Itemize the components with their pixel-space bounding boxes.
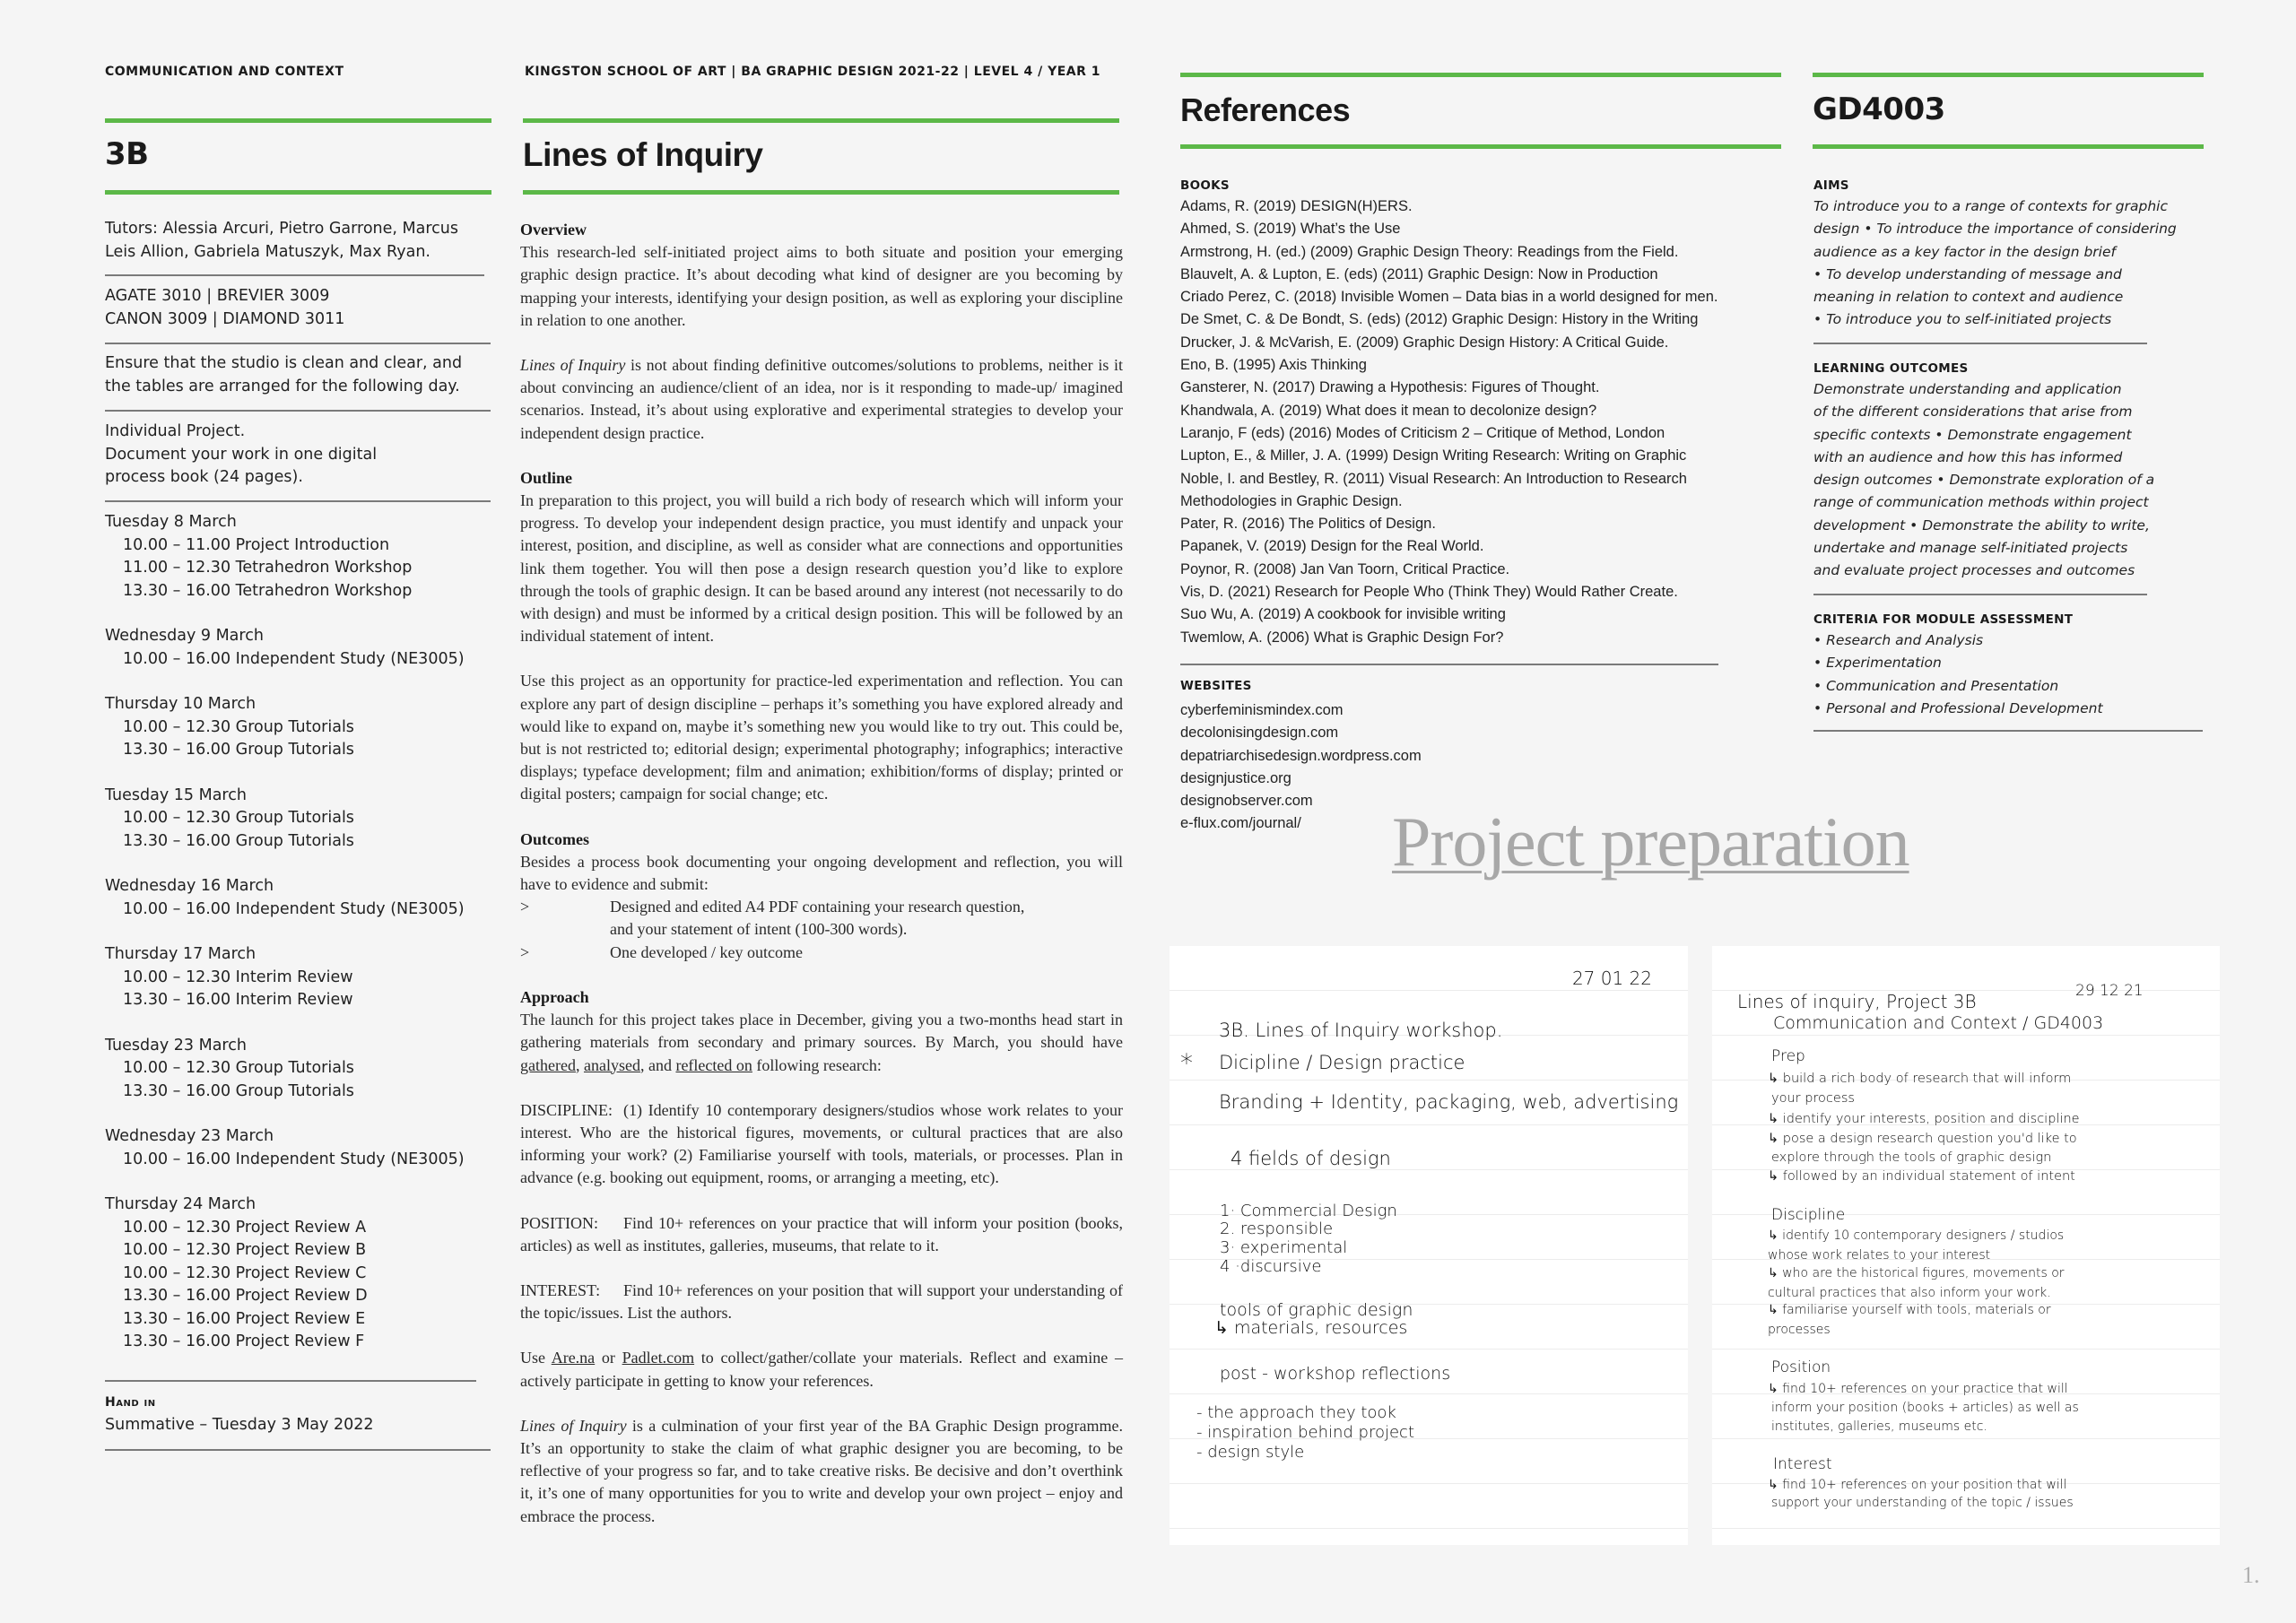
schedule-day [105,693,500,762]
outcome-line: and evaluate project processes and outcomes [1813,562,2135,579]
book-reference: Methodologies in Graphic Design. [1180,492,1403,509]
outcome-item [520,942,1123,964]
schedule-day [105,785,500,854]
book-reference: Lupton, E., & Miller, J. A. (1999) Design Writing Research: Writing on Graphic [1180,447,1687,464]
separator: or [595,1349,622,1367]
time-slot: 10.00 – 11.00 Project Introduction [123,535,390,554]
outline-paragraph: In preparation to this project, you will build a rich body of research which will inform your progress. To develop your independent design practice, you must identify and unpack your interest, position, and discipline, as well as consider what are connections and opportunities link them together. You will then pose a design research question you’d like to explore through the tools of graphic design. It can be based around any interest (not necessarily to do with design) and must be informed by a critical design position. This will be followed by an individual statement of intent. [520,491,1123,646]
green-rule [1813,144,2204,149]
hand-in-label: Hand in [105,1395,156,1410]
handwritten-line: ↳ pose a design research question you'd like to [1768,1132,2077,1146]
time-slot: 13.30 – 16.00 Tetrahedron Workshop [123,581,413,600]
handwritten-line: institutes, galleries, museums etc. [1771,1419,1987,1434]
aim-line: meaning in relation to context and audience [1813,289,2124,306]
time-slot: 10.00 – 12.30 Project Review C [123,1263,367,1282]
divider [105,500,491,502]
project-name-italic: Lines of Inquiry [520,1416,627,1435]
day-label: Tuesday 8 March [105,513,237,531]
aim-line: design • To introduce the importance of considering [1813,221,2177,238]
groups-block [105,285,491,331]
book-reference: Noble, I. and Bestley, R. (2011) Visual Research: An Introduction to Research [1180,470,1687,487]
position-label: POSITION: [520,1213,599,1232]
outcome-marker: > [520,942,530,961]
handwritten-line: - the approach they took [1196,1403,1396,1422]
book-reference: Adams, R. (2019) DESIGN(H)ERS. [1180,198,1413,214]
aims-list [1813,195,2217,332]
criterion-item: • Communication and Presentation [1813,677,2059,694]
book-reference: Papanek, V. (2019) Design for the Real World. [1180,538,1484,555]
handwritten-line: Position [1771,1358,1831,1376]
handwritten-line: ↳ familiarise yourself with tools, materials or [1768,1303,2051,1317]
module-code: GD4003 [1813,91,1945,127]
divider [1813,343,2147,344]
book-reference: Twemlow, A. (2006) What is Graphic Design For? [1180,629,1504,646]
aims-heading: AIMS [1813,178,1849,193]
section-title-3b: 3B [105,136,149,172]
time-slot: 10.00 – 12.30 Project Review A [123,1218,367,1237]
day-label: Thursday 24 March [105,1195,257,1213]
handwritten-line: processes [1768,1323,1831,1337]
discipline-paragraph [520,1099,1123,1190]
handwritten-line: 2. responsible [1220,1219,1334,1238]
divider [105,274,484,276]
schedule-day [105,625,500,671]
time-slot: 13.30 – 16.00 Group Tutorials [123,741,354,759]
handwritten-line: ↳ followed by an individual statement of intent [1768,1169,2075,1184]
website-link[interactable]: e-flux.com/journal/ [1180,815,1301,832]
outcome-line: of the different considerations that arise from [1813,404,2133,421]
discipline-text: (1) Identify 10 contemporary designers/studios whose work relates to your interest. Who are the historical figures, movements, or cultural practices that are also informing your work? (2) Familiarise yourself with tools, materials, or processes. Plan in advance (e.g. booking out equipment, rooms, or arranging a meeting, etc). [520,1100,1123,1187]
outcome-line: undertake and manage self-initiated projects [1813,540,2128,557]
analysed-underline: analysed [583,1055,640,1074]
handwritten-line: ↳ build a rich body of research that will inform [1768,1072,2072,1086]
schedule-day [105,875,500,921]
overview-text: is not about finding definitive outcomes/solutions to problems, neither is it about convincing an audience/client of an idea, nor is it responding to made-up/ imagined scenarios. Instead, it’s about using explorative and experimental strategies to develop your independent design practice. [520,356,1123,442]
green-rule [105,190,491,195]
time-slot: 11.00 – 12.30 Tetrahedron Workshop [123,559,413,577]
divider [105,1380,476,1382]
outcome-line: with an audience and how this has informed [1813,448,2123,465]
website-link[interactable]: depatriarchisedesign.wordpress.com [1180,747,1422,764]
learning-outcomes-heading: LEARNING OUTCOMES [1813,361,1969,376]
time-slot: 10.00 – 16.00 Independent Study (NE3005) [123,649,465,668]
module-header: COMMUNICATION AND CONTEXT [105,65,344,79]
outcome-line: design outcomes • Demonstrate exploration of a [1813,472,2155,489]
handwritten-line: 1· Commercial Design [1220,1202,1397,1220]
handwritten-line: Prep [1771,1047,1805,1065]
closing-paragraph [520,1415,1123,1528]
outcome-text: One developed / key outcome [610,942,803,961]
handwritten-line: explore through the tools of graphic design [1771,1150,2052,1165]
green-rule [523,118,1119,123]
brief-title: Lines of Inquiry [523,136,763,173]
handwritten-line: Interest [1773,1455,1832,1473]
handwritten-line: - design style [1196,1443,1305,1462]
schedule-day [105,943,500,1012]
handwritten-line: Branding + Identity, packaging, web, advertising [1219,1091,1679,1113]
book-reference: Ahmed, S. (2019) What’s the Use [1180,221,1401,238]
handwritten-line: support your understanding of the topic / issues [1771,1496,2074,1510]
overview-paragraph-2 [520,354,1123,445]
day-label: Wednesday 16 March [105,877,274,895]
handwritten-line: Discipline [1771,1206,1846,1224]
separator: , and [639,1055,676,1074]
project-line: process book (24 pages). [105,468,303,486]
handwritten-line: tools of graphic design [1220,1300,1413,1320]
project-preparation-heading: Project preparation [1392,803,1909,881]
divider [105,343,491,344]
time-slot: 13.30 – 16.00 Project Review D [123,1287,368,1305]
day-label: Thursday 17 March [105,945,257,963]
star-icon: * [1180,1048,1193,1078]
book-reference: Blauvelt, A. & Lupton, E. (eds) (2011) Graphic Design: Now in Production [1180,265,1658,282]
divider [1813,730,2203,732]
day-label: Tuesday 15 March [105,785,247,804]
handwritten-line: 3· experimental [1220,1238,1348,1257]
brief-body [520,219,1123,1550]
studio-note: Ensure that the studio is clean and clear, and the tables are arranged for the following day. [105,354,463,395]
criterion-item: • Personal and Professional Development [1813,699,2103,716]
divider [1180,664,1718,665]
time-slot: 10.00 – 12.30 Group Tutorials [123,717,354,736]
schedule-day [105,1193,500,1354]
interest-label: INTEREST: [520,1280,601,1299]
outcome-line: Demonstrate understanding and application [1813,381,2122,397]
website-link[interactable]: designobserver.com [1180,793,1313,810]
handwritten-line: Dicipline / Design practice [1219,1052,1465,1073]
handwritten-line: 4 ·discursive [1220,1257,1322,1276]
page-number: 1. [2242,1562,2260,1588]
handwritten-line: inform your position (books + articles) as well as [1771,1401,2079,1415]
green-rule [1813,73,2204,77]
handwritten-line: ↳ identify 10 contemporary designers / studios [1768,1228,2065,1243]
outcomes-heading: Outcomes [520,829,589,848]
book-reference: Poynor, R. (2008) Jan Van Toorn, Critical Practice. [1180,560,1510,577]
criterion-item: • Experimentation [1813,655,1942,672]
day-label: Thursday 10 March [105,695,257,713]
website-link[interactable]: decolonisingdesign.com [1180,725,1339,742]
time-slot: 10.00 – 16.00 Independent Study (NE3005) [123,899,465,918]
time-slot: 10.00 – 12.30 Group Tutorials [123,1059,354,1077]
green-rule [1180,73,1781,77]
day-label: Wednesday 9 March [105,627,264,645]
divider [105,1449,491,1451]
book-reference: Pater, R. (2016) The Politics of Design. [1180,516,1436,533]
aim-line: • To introduce you to self-initiated projects [1813,311,2112,328]
book-reference: Drucker, J. & McVarish, E. (2009) Graphic Design History: A Critical Guide. [1180,334,1669,351]
book-reference: Armstrong, H. (ed.) (2009) Graphic Design Theory: Readings from the Field. [1180,243,1679,260]
outcome-line: development • Demonstrate the ability to write, [1813,516,2150,534]
book-reference: Vis, D. (2021) Research for People Who (Think They) Would Rather Create. [1180,584,1678,601]
handwritten-note-prep [1712,946,2220,1545]
approach-heading: Approach [520,987,589,1006]
handwritten-note-workshop [1170,946,1688,1545]
handwritten-line: whose work relates to your interest [1768,1248,1991,1263]
criteria-heading: CRITERIA FOR MODULE ASSESSMENT [1813,612,2074,627]
time-slot: 10.00 – 12.30 Interim Review [123,968,353,986]
outcome-line: specific contexts • Demonstrate engagement [1813,426,2132,443]
position-text: Find 10+ references on your practice that will inform your position (books, articles) as well as institutes, galleries, museums, that relate to it. [520,1213,1123,1254]
books-heading: BOOKS [1180,178,1230,193]
divider [1813,594,2147,595]
time-slot: 13.30 – 16.00 Project Review F [123,1332,365,1350]
tools-text: to collect/gather/collate your materials. Reflect and examine – actively participate in getting to know your references. [520,1349,1124,1390]
outcome-line: Designed and edited A4 PDF containing your research question, [610,898,1025,916]
time-slot: 13.30 – 16.00 Group Tutorials [123,1081,354,1100]
schedule-day [105,1125,500,1171]
day-label: Wednesday 23 March [105,1127,274,1145]
handwritten-line: your process [1771,1091,1855,1106]
handwritten-line: ↳ find 10+ references on your position that will [1768,1478,2067,1492]
handwritten-line: 3B. Lines of Inquiry workshop. [1219,1020,1503,1041]
schedule [105,511,500,1354]
overview-paragraph: This research-led self-initiated project aims to both situate and position your emerging graphic design practice. It’s about decoding what kind of designer are you becoming by mapping your interests, identifying your design position, as well as exploring your discipline in relation to one another. [520,243,1123,329]
time-slot: 10.00 – 16.00 Independent Study (NE3005) [123,1150,465,1168]
padlet-link[interactable]: Padlet.com [622,1349,695,1367]
outcome-item [520,896,1123,941]
time-slot: 10.00 – 12.30 Project Review B [123,1241,367,1259]
gathered-underline: gathered [520,1055,576,1074]
tutors-text: Tutors: Alessia Arcuri, Pietro Garrone, Marcus Leis Allion, Gabriela Matuszyk, Max Ryan. [105,220,458,261]
outcome-marker: > [520,898,530,916]
outcomes-intro: Besides a process book documenting your ongoing development and reflection, you will have to evidence and submit: [520,852,1123,894]
book-reference: Eno, B. (1995) Axis Thinking [1180,357,1367,374]
handwritten-line: 4 fields of design [1231,1148,1391,1169]
book-reference: De Smet, C. & De Bondt, S. (eds) (2012) Graphic Design: History in the Writing [1180,311,1699,328]
time-slot: 13.30 – 16.00 Interim Review [123,991,353,1009]
book-reference: Laranjo, F (eds) (2016) Modes of Criticism 2 – Critique of Method, London [1180,424,1665,441]
interest-text: Find 10+ references on your position that will support your understanding of the topic/issues. List the authors. [520,1280,1123,1323]
time-slot: 13.30 – 16.00 Group Tutorials [123,831,354,850]
handwritten-line: cultural practices that also inform your work. [1768,1286,2051,1300]
website-link[interactable]: designjustice.org [1180,769,1292,786]
overview-heading: Overview [520,221,587,239]
aim-line: • To develop understanding of message and [1813,265,2122,282]
aim-line: To introduce you to a range of contexts for graphic [1813,198,2168,214]
references-title: References [1180,91,1351,128]
aim-line: audience as a key factor in the design brief [1813,243,2116,260]
note-date: 29 12 21 [2075,982,2144,1000]
book-reference: Criado Perez, C. (2018) Invisible Women – Data bias in a world designed for men. [1180,289,1718,306]
books-list [1180,195,1790,649]
day-label: Tuesday 23 March [105,1036,247,1055]
note-subtitle: Communication and Context / GD4003 [1773,1013,2104,1033]
outcome-line: range of communication methods within project [1813,494,2149,511]
handwritten-line: ↳ find 10+ references on your practice that will [1768,1382,2068,1396]
criteria-list [1813,629,2217,720]
project-line: Individual Project. [105,422,246,440]
outcome-text [610,896,1024,941]
groups-line: CANON 3009 | DIAMOND 3011 [105,309,345,328]
time-slot: 10.00 – 12.30 Group Tutorials [123,809,354,827]
criterion-item: • Research and Analysis [1813,632,1984,648]
reflected-underline: reflected on [675,1055,752,1074]
green-rule [1180,144,1781,149]
schedule-day [105,1035,500,1104]
separator: , [575,1055,584,1074]
divider [105,410,491,412]
closing-text: is a culmination of your first year of the BA Graphic Design programme. It’s an opportunity to stake the claim of what graphic designer you are becoming, to be reflective of your progress so far, and to take creative risks. Be decisive and don’t overthink it, it’s one of many opportunities for you to write and develop your own project – enjoy and embrace the process. [520,1416,1123,1525]
handwritten-line: post - workshop reflections [1220,1364,1451,1384]
project-note [105,421,491,490]
book-reference: Suo Wu, A. (2019) A cookbook for invisible writing [1180,606,1506,623]
outline-paragraph-2: Use this project as an opportunity for practice-led experimentation and reflection. You can explore any part of design discipline – perhaps it’s something you have explored already and would like to expand on, maybe it’s something new you would like to try out. This could be, but is not restricted to; editorial design; experimental photography; infographics; interactive displays; typeface development; film and animation; exhibition/forms of display; printed or digital posters; campaign for social change; etc. [520,672,1123,803]
position-paragraph [520,1212,1123,1257]
approach-paragraph [520,1009,1123,1077]
handwritten-line: ↳ identify your interests, position and discipline [1768,1112,2080,1126]
outline-heading: Outline [520,468,573,487]
book-reference: Gansterer, N. (2017) Drawing a Hypothesis: Figures of Thought. [1180,379,1600,396]
tools-text: Use [520,1349,552,1367]
groups-line: AGATE 3010 | BREVIER 3009 [105,287,330,305]
outcome-line: and your statement of intent (100-300 words). [610,920,908,939]
schedule-day [105,511,500,603]
arena-link[interactable]: Are.na [551,1349,596,1367]
green-rule [105,118,491,123]
discipline-label: DISCIPLINE: [520,1100,613,1119]
interest-paragraph [520,1280,1123,1324]
book-reference: Khandwala, A. (2019) What does it mean to decolonize design? [1180,402,1597,419]
website-link[interactable]: cyberfeminismindex.com [1180,702,1344,718]
green-rule [523,190,1119,195]
project-line: Document your work in one digital [105,445,378,464]
handwritten-line: ↳ who are the historical figures, movements or [1768,1266,2065,1280]
hand-in-value: Summative – Tuesday 3 May 2022 [105,1416,374,1434]
handwritten-line: ↳ materials, resources [1214,1318,1408,1338]
approach-text: following research: [752,1055,882,1074]
learning-outcomes-list [1813,378,2217,583]
school-header: KINGSTON SCHOOL OF ART | BA GRAPHIC DESIGN 2021-22 | LEVEL 4 / YEAR 1 [525,65,1101,79]
tools-paragraph [520,1347,1123,1392]
project-name-italic: Lines of Inquiry [520,356,626,375]
note-date: 27 01 22 [1571,968,1652,989]
time-slot: 13.30 – 16.00 Project Review E [123,1309,366,1328]
note-title: Lines of inquiry, Project 3B [1737,991,1977,1012]
websites-heading: WEBSITES [1180,679,1252,693]
approach-text: The launch for this project takes place in December, giving you a two-months head start in gathering materials from secondary and primary sources. By March, you should have [520,1011,1123,1052]
handwritten-line: - inspiration behind project [1196,1423,1414,1442]
